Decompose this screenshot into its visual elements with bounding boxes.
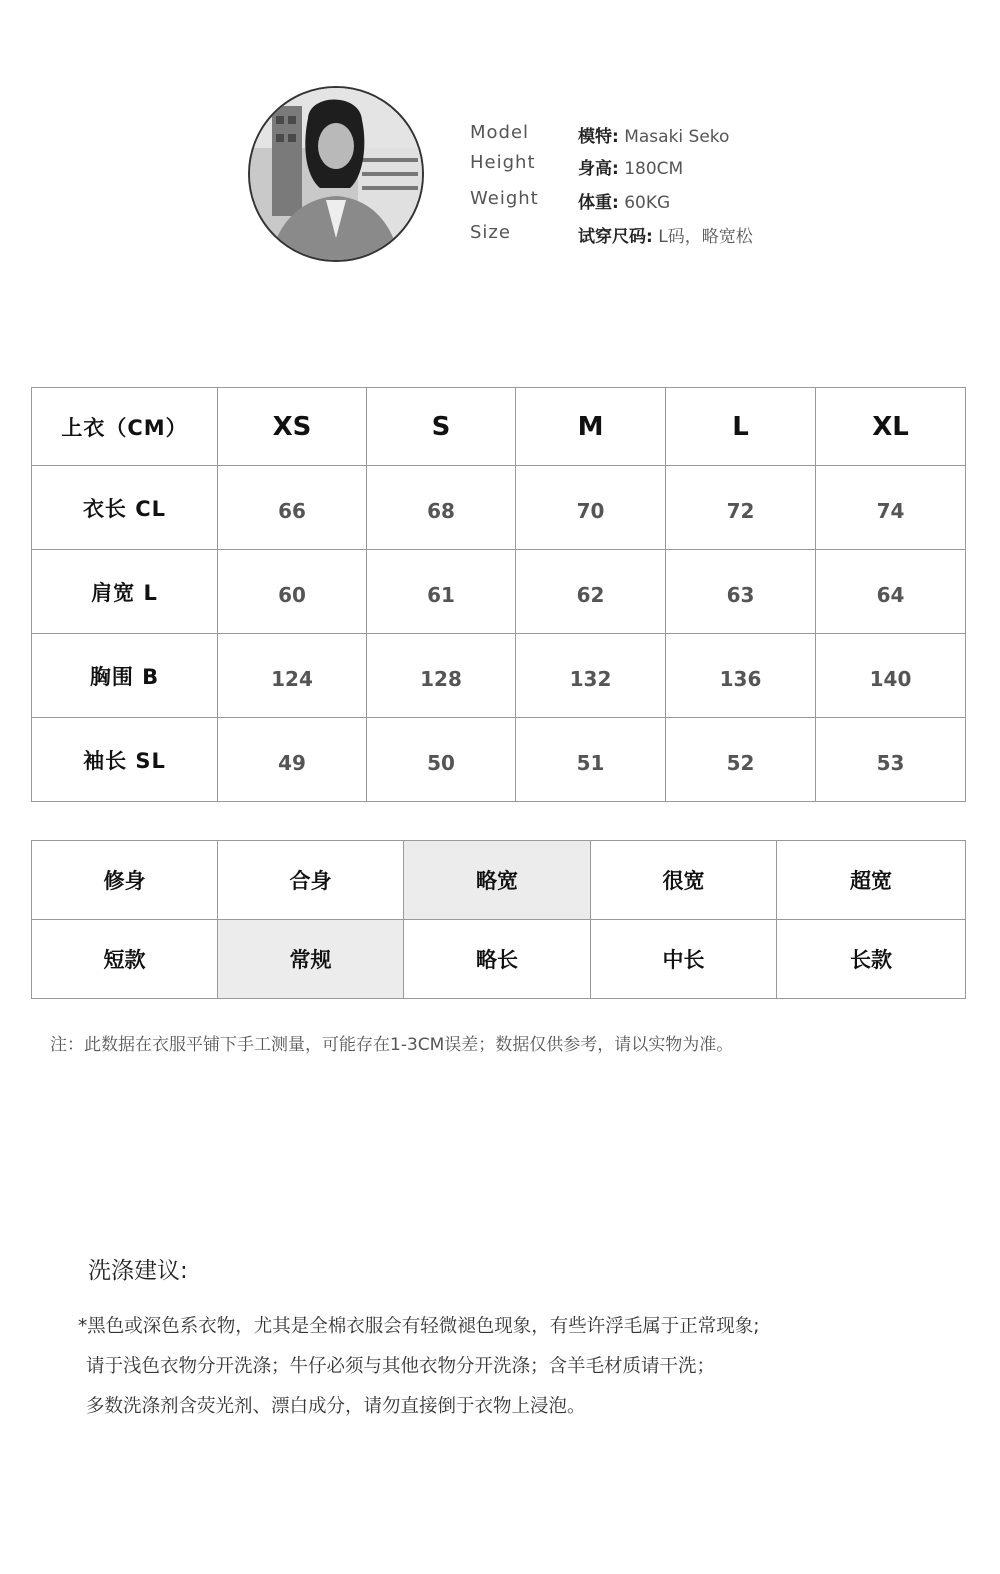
size-header: XL — [816, 388, 966, 466]
table-cell: 128 — [367, 634, 516, 718]
table-cell: 72 — [666, 466, 816, 550]
table-row — [32, 466, 966, 550]
value: L码，略宽松 — [658, 227, 753, 247]
size-chart-table — [31, 387, 966, 802]
row-label: 袖长 SL — [32, 718, 218, 802]
label-cn-group — [578, 122, 729, 147]
size-header-row — [32, 388, 966, 466]
washing-line: *黑色或深色系衣物，尤其是全棉衣服会有轻微褪色现象，有些许浮毛属于正常现象; — [78, 1316, 760, 1337]
table-cell: 64 — [816, 550, 966, 634]
table-title: 上衣（CM） — [32, 388, 218, 466]
table-cell: 60 — [218, 550, 367, 634]
table-cell: 61 — [367, 550, 516, 634]
label-cn-group — [578, 188, 670, 213]
label-cn: 体重: — [578, 193, 619, 213]
label-en: Height — [470, 152, 536, 173]
row-label: 肩宽 L — [32, 550, 218, 634]
size-header: L — [666, 388, 816, 466]
washing-line: 多数洗涤剂含荧光剂、漂白成分，请勿直接倒于衣物上浸泡。 — [86, 1396, 586, 1417]
fit-option: 合身 — [218, 841, 404, 920]
fit-option-selected: 略宽 — [404, 841, 591, 920]
model-photo — [248, 86, 424, 262]
table-cell: 132 — [516, 634, 666, 718]
measurement-note: 注：此数据在衣服平铺下手工测量，可能存在1-3CM误差；数据仅供参考，请以实物为准。 — [50, 1035, 734, 1055]
table-cell: 70 — [516, 466, 666, 550]
table-cell: 63 — [666, 550, 816, 634]
label-en: Weight — [470, 188, 539, 209]
washing-title: 洗涤建议: — [88, 1258, 188, 1284]
table-row — [32, 550, 966, 634]
fit-width-row — [32, 841, 966, 920]
table-cell: 52 — [666, 718, 816, 802]
table-cell: 140 — [816, 634, 966, 718]
fit-option: 修身 — [32, 841, 218, 920]
table-cell: 68 — [367, 466, 516, 550]
fit-length-row — [32, 920, 966, 999]
fit-option: 长款 — [777, 920, 966, 999]
fit-option: 很宽 — [591, 841, 777, 920]
table-cell: 62 — [516, 550, 666, 634]
row-label: 衣长 CL — [32, 466, 218, 550]
fit-option: 短款 — [32, 920, 218, 999]
label-cn: 试穿尺码: — [578, 227, 653, 247]
table-cell: 66 — [218, 466, 367, 550]
fit-option: 略长 — [404, 920, 591, 999]
size-header: S — [367, 388, 516, 466]
label-en: Model — [470, 122, 530, 143]
table-cell: 49 — [218, 718, 367, 802]
table-row — [32, 634, 966, 718]
size-header: XS — [218, 388, 367, 466]
table-cell: 124 — [218, 634, 367, 718]
table-cell: 53 — [816, 718, 966, 802]
washing-line: 请于浅色衣物分开洗涤；牛仔必须与其他衣物分开洗涤；含羊毛材质请干洗； — [86, 1356, 716, 1377]
label-cn: 模特: — [578, 127, 619, 147]
fit-option: 超宽 — [777, 841, 966, 920]
value: 60KG — [624, 193, 671, 213]
table-cell: 136 — [666, 634, 816, 718]
fit-option-selected: 常规 — [218, 920, 404, 999]
label-en: Size — [470, 222, 511, 243]
table-cell: 51 — [516, 718, 666, 802]
row-label: 胸围 B — [32, 634, 218, 718]
table-cell: 74 — [816, 466, 966, 550]
table-cell: 50 — [367, 718, 516, 802]
size-header: M — [516, 388, 666, 466]
label-cn: 身高: — [578, 159, 619, 179]
fit-style-table — [31, 840, 966, 999]
label-cn-group — [578, 154, 683, 179]
label-cn-group — [578, 222, 753, 247]
value: 180CM — [624, 159, 684, 179]
fit-option: 中长 — [591, 920, 777, 999]
value: Masaki Seko — [624, 127, 730, 147]
table-row — [32, 718, 966, 802]
